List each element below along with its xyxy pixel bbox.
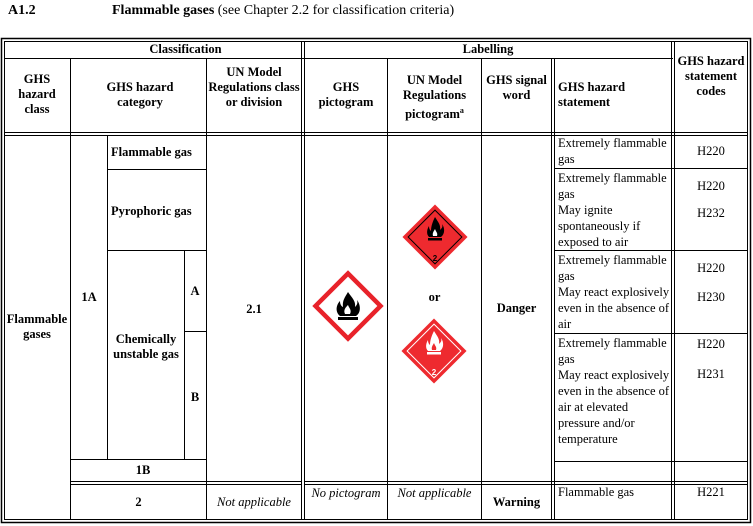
header-hazard-class: GHS hazard class — [18, 72, 56, 116]
un-not-applicable: Not applicable — [397, 486, 472, 500]
category-1a: 1A — [81, 290, 97, 304]
hazard-class-value: Flammable gases — [6, 312, 68, 341]
category-chemically-unstable: Chemically unstable gas — [113, 332, 179, 361]
un-class-value: 2.1 — [246, 302, 262, 316]
code-5-h221: H221 — [697, 485, 725, 499]
un-class-not-applicable: Not applicable — [217, 495, 291, 509]
or-text: or — [428, 290, 441, 304]
section-title: Flammable gases — [112, 3, 215, 18]
ghs-no-pictogram: No pictogram — [311, 486, 381, 500]
header-classification: Classification — [149, 42, 222, 56]
signal-warning: Warning — [492, 495, 541, 509]
section-subtitle: (see Chapter 2.2 for classification criteria) — [217, 3, 455, 18]
subcategory-b: B — [190, 390, 200, 404]
category-2: 2 — [135, 495, 142, 509]
category-flammable-gas: Flammable gas — [111, 145, 192, 159]
code-3-h220: H220 — [697, 261, 725, 275]
header-hazard-category: GHS hazard category — [106, 80, 174, 109]
section-number: A1.2 — [8, 3, 36, 18]
code-2-h232: H232 — [697, 206, 725, 220]
un-flame-diamond-bottom — [396, 313, 472, 389]
header-hazard-statement: GHS hazard statement — [558, 80, 626, 109]
header-labelling: Labelling — [462, 42, 514, 56]
header-statement-codes: GHS hazard statement codes — [677, 54, 745, 98]
statement-5: Flammable gas — [558, 485, 635, 499]
signal-danger: Danger — [496, 301, 537, 315]
header-un-pictogram: UN Model Regulations pictogram$^a$ — [402, 73, 467, 122]
un-flame-diamond-top — [398, 200, 472, 274]
code-4-h231: H231 — [697, 367, 725, 381]
header-ghs-pictogram: GHS pictogram — [318, 80, 374, 109]
statement-1: Extremely flammable gas — [558, 136, 667, 166]
statement-2: Extremely flammable gas May ignite spontaneously if exposed to air — [558, 171, 667, 249]
ghs-flame-pictogram — [312, 270, 384, 342]
un-diamond-number-bottom: 2 — [431, 368, 437, 377]
code-4-h220: H220 — [697, 337, 725, 351]
code-1-h220: H220 — [697, 144, 725, 158]
header-un-class: UN Model Regulations class or division — [208, 65, 300, 109]
subcategory-a: A — [190, 284, 200, 298]
category-pyrophoric-gas: Pyrophoric gas — [111, 204, 192, 218]
un-diamond-number-top: 2 — [432, 254, 438, 263]
statement-4: Extremely flammable gas May react explosively even in the absence of air at elevated pressure and/or temperature — [558, 336, 670, 446]
header-signal-word: GHS signal word — [486, 73, 547, 102]
code-2-h220: H220 — [697, 179, 725, 193]
category-1b: 1B — [135, 463, 151, 477]
statement-3: Extremely flammable gas May react explosively even in the absence of air — [558, 253, 670, 331]
code-3-h230: H230 — [697, 290, 725, 304]
